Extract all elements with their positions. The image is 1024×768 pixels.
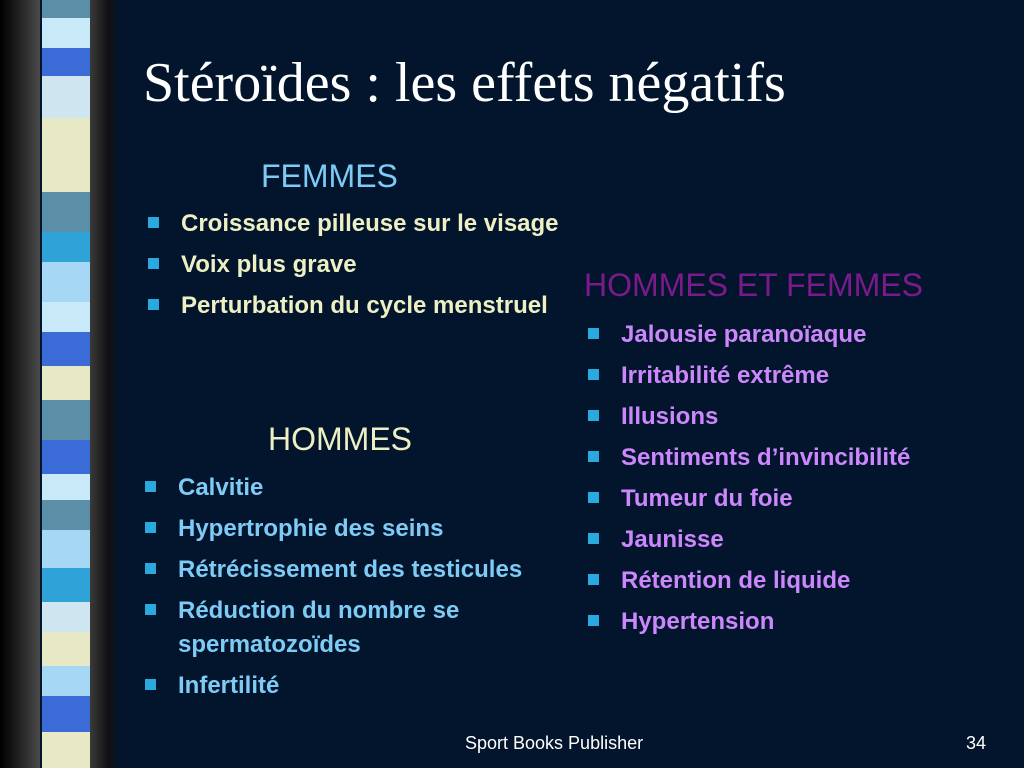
square-bullet-icon	[588, 451, 599, 462]
square-bullet-icon	[588, 533, 599, 544]
list-item	[582, 441, 1012, 475]
footer-publisher: Sport Books Publisher	[465, 733, 644, 753]
list-item-text: Calvitie	[178, 474, 264, 501]
square-bullet-icon	[145, 679, 156, 690]
decorative-stripe	[42, 262, 92, 302]
decorative-stripe	[42, 500, 92, 530]
list-item-text: Perturbation du cycle menstruel	[181, 292, 548, 319]
decorative-stripe	[42, 602, 92, 632]
list-item-text: Jalousie paranoïaque	[621, 321, 867, 348]
decorative-stripe	[42, 146, 92, 192]
list-item-text: Croissance pilleuse sur le visage	[181, 210, 559, 237]
list-item	[582, 564, 1012, 598]
list-item-text: Rétrécissement des testicules	[178, 556, 523, 583]
square-bullet-icon	[148, 217, 159, 228]
decorative-stripe	[42, 666, 92, 696]
page-number: 34	[966, 733, 987, 753]
square-bullet-icon	[588, 410, 599, 421]
list-item-text: Sentiments d’invincibilité	[621, 444, 911, 471]
list-item-text: Jaunisse	[621, 526, 724, 553]
list-item	[582, 523, 1012, 557]
square-bullet-icon	[145, 563, 156, 574]
decorative-stripe	[42, 400, 92, 440]
square-bullet-icon	[148, 258, 159, 269]
hommes-list	[139, 471, 559, 710]
list-item	[139, 512, 559, 546]
decorative-stripe	[42, 440, 92, 474]
list-item-text: Voix plus grave	[181, 251, 357, 278]
decorative-stripe	[42, 696, 92, 732]
decorative-stripe	[42, 366, 92, 400]
hommes-heading: HOMMES	[268, 421, 412, 457]
hommes-et-femmes-list	[582, 318, 1012, 646]
slide-title: Stéroïdes : les effets négatifs	[143, 52, 786, 114]
decorative-stripe	[42, 76, 92, 118]
decorative-stripe	[42, 232, 92, 262]
square-bullet-icon	[148, 299, 159, 310]
decorative-stripe	[42, 192, 92, 232]
list-item-text: Hypertension	[621, 608, 775, 635]
decorative-stripe	[42, 332, 92, 366]
list-item	[582, 605, 1012, 639]
square-bullet-icon	[145, 604, 156, 615]
decorative-stripe	[42, 530, 92, 568]
list-item	[582, 359, 1012, 393]
list-item	[582, 318, 1012, 352]
decorative-stripes	[42, 0, 92, 768]
list-item	[139, 594, 559, 662]
decorative-stripe	[42, 568, 92, 602]
list-item	[142, 289, 562, 323]
list-item-text: Rétention de liquide	[621, 567, 851, 594]
square-bullet-icon	[588, 574, 599, 585]
square-bullet-icon	[588, 492, 599, 503]
list-item-text: Irritabilité extrême	[621, 362, 830, 389]
list-item-text: Réduction du nombre se spermatozoïdes	[178, 597, 460, 658]
list-item-text: Tumeur du foie	[621, 485, 793, 512]
hommes-et-femmes-heading: HOMMES ET FEMMES	[584, 267, 923, 303]
list-item	[582, 482, 1012, 516]
decorative-stripe	[42, 474, 92, 500]
decorative-stripe	[42, 632, 92, 666]
femmes-list	[142, 207, 562, 330]
femmes-heading: FEMMES	[261, 158, 398, 194]
decorative-stripe	[42, 0, 92, 18]
list-item-text: Illusions	[621, 403, 719, 430]
list-item-text: Infertilité	[178, 672, 280, 699]
square-bullet-icon	[588, 615, 599, 626]
list-item	[582, 400, 1012, 434]
decorative-stripe	[42, 48, 92, 76]
list-item	[142, 248, 562, 282]
square-bullet-icon	[145, 481, 156, 492]
list-item	[139, 669, 559, 703]
list-item	[139, 471, 559, 505]
list-item	[142, 207, 562, 241]
list-item-text: Hypertrophie des seins	[178, 515, 444, 542]
decorative-stripe	[42, 118, 92, 146]
square-bullet-icon	[145, 522, 156, 533]
list-item	[139, 553, 559, 587]
left-edge-shade	[0, 0, 40, 768]
stripe-shadow	[90, 0, 120, 768]
square-bullet-icon	[588, 369, 599, 380]
decorative-stripe	[42, 732, 92, 768]
decorative-stripe	[42, 302, 92, 332]
decorative-stripe	[42, 18, 92, 48]
square-bullet-icon	[588, 328, 599, 339]
